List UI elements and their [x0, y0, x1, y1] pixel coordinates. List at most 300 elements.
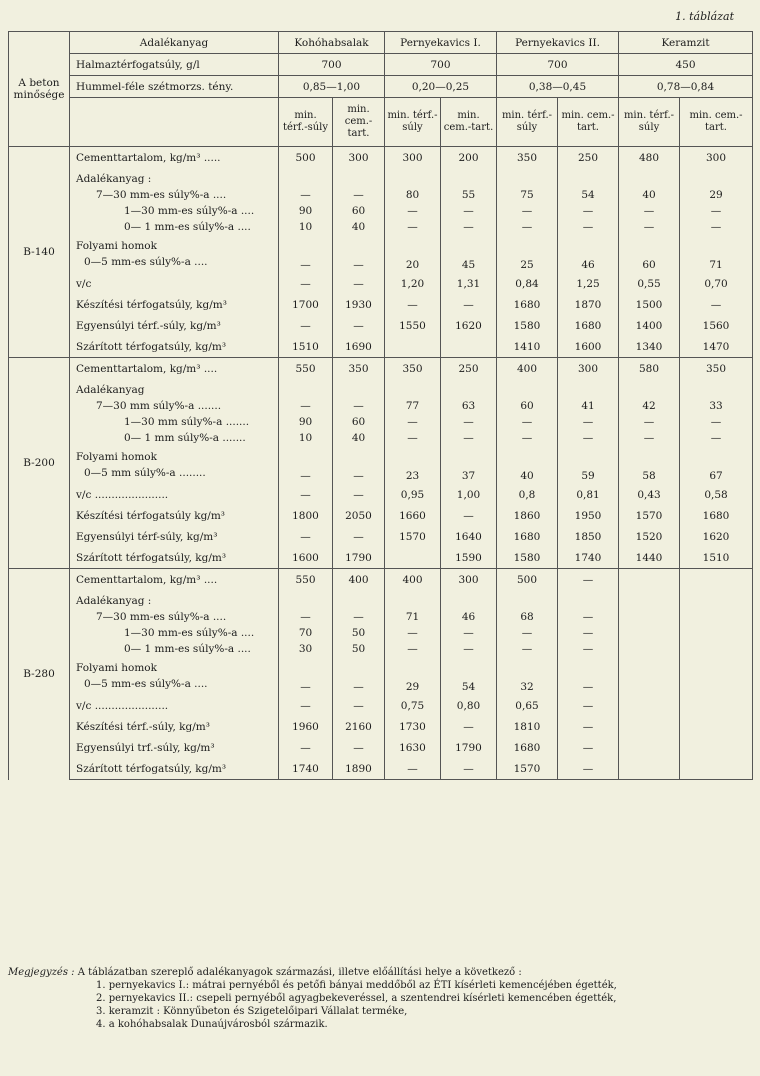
value-line: — — [521, 432, 533, 444]
value-cell: 200 — [441, 147, 497, 169]
row-label: v/c ...................... — [70, 484, 279, 505]
header-blank-cell — [70, 98, 279, 147]
row-label-line: 7—30 mm-es súly%-a .... — [96, 611, 227, 623]
value-line: 33 — [709, 400, 723, 412]
value-cell — [279, 379, 333, 446]
value-line: 40 — [642, 189, 656, 201]
value-line: 60 — [351, 416, 366, 428]
row-label: Szárított térfogatsúly, kg/m³ — [70, 336, 279, 358]
value-cell: 1870 — [558, 294, 619, 315]
spacer — [335, 382, 382, 398]
value-cell: 1550 — [385, 315, 441, 336]
value-line: — — [710, 221, 722, 233]
value-cell — [497, 168, 558, 235]
value-line: — — [407, 627, 418, 639]
spacer — [560, 593, 616, 609]
notes-heading — [8, 966, 756, 979]
value-cell: 1600 — [279, 547, 333, 569]
table-row — [9, 547, 753, 569]
value-line: 50 — [351, 643, 366, 655]
value-line: — — [463, 205, 474, 217]
value-line: — — [643, 432, 655, 444]
value-cell: — — [385, 758, 441, 780]
spacer — [281, 593, 330, 609]
hummel-label: Hummel-féle szétmorzs. tény. — [70, 76, 279, 98]
value-line — [621, 641, 677, 657]
value-line: — — [582, 611, 594, 623]
value-cell — [680, 737, 753, 758]
value-line: 77 — [405, 400, 420, 412]
value-line: 71 — [709, 259, 723, 271]
notes-intro: A táblázatban szereplő adalékanyagok származási, illetve előállítási helye a következő : — [77, 967, 522, 978]
value-cell: — — [441, 758, 497, 780]
row-label-line: Adalékanyag : — [76, 173, 152, 185]
value-cell: — — [279, 315, 333, 336]
table-row — [9, 590, 753, 657]
value-cell: 0,75 — [385, 695, 441, 716]
value-line — [682, 641, 750, 657]
value-cell — [385, 168, 441, 235]
value-cell: 250 — [558, 147, 619, 169]
value-cell: 1520 — [619, 526, 680, 547]
value-line: — — [582, 643, 594, 655]
value-cell: 1640 — [441, 526, 497, 547]
value-cell: 300 — [680, 147, 753, 169]
subcolumn-header: min. cem.-tart. — [680, 98, 753, 147]
value-cell: 0,95 — [385, 484, 441, 505]
value-cell: 400 — [385, 569, 441, 591]
value-line: — — [463, 643, 474, 655]
value-cell — [441, 379, 497, 446]
value-cell: 1790 — [441, 737, 497, 758]
value-cell — [497, 590, 558, 657]
value-cell: 350 — [497, 147, 558, 169]
value-cell: 300 — [333, 147, 385, 169]
value-cell: 1570 — [497, 758, 558, 780]
hummel-value: 0,85—1,00 — [279, 76, 385, 98]
spacer — [499, 663, 555, 679]
value-cell: 1680 — [680, 505, 753, 526]
value-cell: 1,25 — [558, 273, 619, 294]
value-cell: — — [558, 737, 619, 758]
value-cell — [619, 235, 680, 273]
value-cell — [619, 657, 680, 695]
value-line: 10 — [298, 432, 313, 444]
note-item: 4. a kohóhabsalak Dunaújvárosból származik. — [96, 1019, 328, 1030]
row-label: Cementtartalom, kg/m³ .... — [70, 569, 279, 591]
spacer — [499, 171, 555, 187]
value-line: 10 — [298, 221, 313, 233]
spacer — [621, 593, 677, 609]
value-cell — [333, 168, 385, 235]
spacer — [499, 382, 555, 398]
spacer — [682, 593, 750, 609]
value-cell: 2160 — [333, 716, 385, 737]
spacer — [281, 452, 330, 468]
spacer — [387, 452, 438, 468]
value-cell — [680, 235, 753, 273]
spacer — [335, 663, 382, 679]
value-cell — [333, 657, 385, 695]
value-cell — [333, 590, 385, 657]
spacer — [621, 452, 677, 468]
value-cell — [385, 547, 441, 569]
value-line: — — [407, 416, 418, 428]
value-cell — [619, 168, 680, 235]
value-cell — [333, 235, 385, 273]
value-cell — [441, 446, 497, 484]
subcolumn-header: min. térf.-súly — [279, 98, 333, 147]
spacer — [560, 171, 616, 187]
value-line: — — [710, 432, 722, 444]
value-cell — [680, 379, 753, 446]
value-cell: 1680 — [497, 294, 558, 315]
value-cell: — — [333, 273, 385, 294]
note-item: 3. keramzit : Könnyűbeton és Szigetelőipari Vállalat terméke, — [96, 1006, 408, 1017]
spacer — [682, 663, 750, 679]
bulk-density-value: 700 — [385, 54, 497, 76]
value-cell — [279, 590, 333, 657]
value-line: — — [582, 205, 594, 217]
subcolumn-header: min. térf.-súly — [385, 98, 441, 147]
spacer — [281, 171, 330, 187]
value-cell: 1700 — [279, 294, 333, 315]
value-cell — [619, 446, 680, 484]
spacer — [682, 241, 750, 257]
value-line: — — [582, 221, 594, 233]
row-label-line: Folyami homok — [76, 662, 157, 674]
spacer — [443, 593, 494, 609]
spacer — [560, 382, 616, 398]
value-cell: — — [558, 695, 619, 716]
group-name: Keramzit — [619, 32, 753, 54]
spacer — [387, 663, 438, 679]
value-line: — — [353, 470, 364, 482]
spacer — [499, 593, 555, 609]
value-cell: 1570 — [619, 505, 680, 526]
value-line: 54 — [581, 189, 595, 201]
value-line: — — [300, 189, 311, 201]
value-cell — [680, 695, 753, 716]
row-label: Készítési térfogatsúly, kg/m³ — [70, 294, 279, 315]
value-cell — [385, 657, 441, 695]
value-cell — [385, 446, 441, 484]
value-cell: 0,81 — [558, 484, 619, 505]
spacer — [560, 452, 616, 468]
spacer — [682, 382, 750, 398]
aggregate-label: Adalékanyag — [70, 32, 279, 54]
value-cell: 0,84 — [497, 273, 558, 294]
value-cell: — — [279, 484, 333, 505]
value-cell: 350 — [333, 358, 385, 380]
value-cell: 1470 — [680, 336, 753, 358]
value-cell: — — [279, 695, 333, 716]
value-cell — [558, 235, 619, 273]
value-cell — [441, 336, 497, 358]
group-name: Kohóhabsalak — [279, 32, 385, 54]
table-row — [9, 446, 753, 484]
value-line: 46 — [461, 611, 476, 623]
grade-label: B-200 — [9, 358, 70, 569]
row-label-line: Folyami homok — [76, 451, 157, 463]
value-cell — [680, 716, 753, 737]
value-line — [621, 609, 677, 625]
value-cell: 1510 — [680, 547, 753, 569]
row-label: Készítési térf.-súly, kg/m³ — [70, 716, 279, 737]
value-line: — — [521, 205, 533, 217]
quality-label: A beton minősége — [13, 77, 65, 101]
value-cell: — — [333, 526, 385, 547]
value-cell: 1890 — [333, 758, 385, 780]
value-line: 42 — [642, 400, 656, 412]
value-cell: 1860 — [497, 505, 558, 526]
value-line: — — [582, 627, 594, 639]
value-cell — [558, 590, 619, 657]
value-line: — — [582, 416, 594, 428]
value-line — [682, 679, 750, 695]
value-cell: 250 — [441, 358, 497, 380]
value-cell: 480 — [619, 147, 680, 169]
value-cell: 1580 — [497, 547, 558, 569]
value-line: — — [521, 416, 533, 428]
table-row — [9, 657, 753, 695]
value-cell — [279, 446, 333, 484]
value-line: 75 — [520, 189, 534, 201]
value-line: 40 — [351, 432, 366, 444]
subcolumn-header: min. cem.-tart. — [441, 98, 497, 147]
value-line — [682, 609, 750, 625]
value-line: 41 — [581, 400, 595, 412]
value-cell — [558, 446, 619, 484]
value-cell: 1440 — [619, 547, 680, 569]
value-cell: 350 — [385, 358, 441, 380]
notes-label: Megjegyzés : — [8, 967, 75, 978]
value-line: 63 — [461, 400, 476, 412]
value-line: 67 — [709, 470, 723, 482]
spacer — [443, 452, 494, 468]
value-line: 30 — [298, 643, 313, 655]
value-line: — — [407, 432, 418, 444]
row-label: Szárított térfogatsúly, kg/m³ — [70, 547, 279, 569]
row-label: Egyensúlyi térf.-súly, kg/m³ — [70, 315, 279, 336]
value-cell: — — [558, 716, 619, 737]
value-cell — [619, 737, 680, 758]
value-line: 23 — [405, 470, 420, 482]
value-line: — — [710, 205, 722, 217]
value-cell — [680, 758, 753, 780]
row-label-line: 0— 1 mm-es súly%-a .... — [124, 221, 251, 233]
row-label-line: Adalékanyag — [76, 384, 145, 396]
value-cell: 1740 — [279, 758, 333, 780]
value-line: — — [710, 416, 722, 428]
value-line: 40 — [520, 470, 534, 482]
value-line: — — [643, 416, 655, 428]
value-cell — [680, 569, 753, 591]
value-cell: — — [279, 737, 333, 758]
quality-header-cell — [9, 32, 70, 147]
value-cell: 1800 — [279, 505, 333, 526]
value-cell: — — [558, 569, 619, 591]
value-cell: 1400 — [619, 315, 680, 336]
row-label — [70, 168, 279, 235]
value-line — [682, 625, 750, 641]
value-line: 60 — [351, 205, 366, 217]
value-line: 50 — [351, 627, 366, 639]
value-cell — [619, 758, 680, 780]
spacer — [682, 171, 750, 187]
value-cell — [497, 379, 558, 446]
row-label — [70, 235, 279, 273]
row-label-line: Adalékanyag : — [76, 595, 152, 607]
value-cell: — — [385, 294, 441, 315]
value-line: — — [521, 221, 533, 233]
row-label: Cementtartalom, kg/m³ ..... — [70, 147, 279, 169]
value-cell: 1850 — [558, 526, 619, 547]
value-cell — [279, 168, 333, 235]
table-body — [9, 147, 753, 780]
value-cell: 1680 — [558, 315, 619, 336]
spacer — [335, 241, 382, 257]
row-label-line: Folyami homok — [76, 240, 157, 252]
subcolumn-header: min. térf.-súly — [497, 98, 558, 147]
value-cell — [441, 590, 497, 657]
value-line: — — [582, 432, 594, 444]
spacer — [281, 241, 330, 257]
spacer — [281, 382, 330, 398]
spacer — [335, 593, 382, 609]
value-cell: — — [441, 716, 497, 737]
spacer — [682, 452, 750, 468]
hummel-value: 0,78—0,84 — [619, 76, 753, 98]
value-cell: 1,20 — [385, 273, 441, 294]
value-cell: 1680 — [497, 526, 558, 547]
table-row — [9, 484, 753, 505]
value-line: 45 — [461, 259, 476, 271]
row-label — [70, 657, 279, 695]
value-line: — — [353, 189, 364, 201]
value-cell: 400 — [333, 569, 385, 591]
value-cell: 1340 — [619, 336, 680, 358]
spacer — [621, 382, 677, 398]
spacer — [621, 241, 677, 257]
spacer — [443, 382, 494, 398]
value-cell: 0,58 — [680, 484, 753, 505]
grade-label: B-280 — [9, 569, 70, 780]
value-cell — [619, 590, 680, 657]
row-label-line: 7—30 mm súly%-a ....... — [96, 400, 222, 412]
value-cell: 1500 — [619, 294, 680, 315]
value-cell: — — [333, 695, 385, 716]
value-cell: 1410 — [497, 336, 558, 358]
data-table — [8, 31, 753, 780]
spacer — [443, 663, 494, 679]
note-item: 1. pernyekavics I.: mátrai pernyéből és petőfi bányai meddőből az ÉTI kísérleti kemencéjében égették, — [96, 980, 617, 991]
value-cell — [680, 657, 753, 695]
value-cell — [441, 168, 497, 235]
value-line: 54 — [461, 681, 476, 693]
grade-label: B-140 — [9, 147, 70, 358]
row-label: Egyensúlyi trf.-súly, kg/m³ — [70, 737, 279, 758]
table-row — [9, 695, 753, 716]
value-line: 80 — [405, 189, 420, 201]
spacer — [621, 171, 677, 187]
value-cell — [558, 168, 619, 235]
subcolumn-header: min. térf.-súly — [619, 98, 680, 147]
value-cell: 1790 — [333, 547, 385, 569]
spacer — [499, 452, 555, 468]
value-cell: 1,00 — [441, 484, 497, 505]
value-cell — [497, 657, 558, 695]
value-cell: 0,55 — [619, 273, 680, 294]
row-label-line: 0—5 mm-es súly%-a .... — [84, 678, 208, 690]
value-cell — [680, 168, 753, 235]
value-line: 59 — [581, 470, 595, 482]
spacer — [621, 663, 677, 679]
value-line: 60 — [520, 400, 534, 412]
row-label — [70, 446, 279, 484]
value-cell: 1,31 — [441, 273, 497, 294]
value-cell — [619, 716, 680, 737]
value-line: 32 — [520, 681, 534, 693]
value-cell: 300 — [441, 569, 497, 591]
value-cell: 1740 — [558, 547, 619, 569]
value-cell: — — [441, 294, 497, 315]
spacer — [560, 663, 616, 679]
spacer — [335, 171, 382, 187]
value-line — [621, 679, 677, 695]
value-line: — — [643, 221, 655, 233]
bulk-density-label: Halmaztérfogatsúly, g/l — [70, 54, 279, 76]
row-label-line: 7—30 mm-es súly%-a .... — [96, 189, 227, 201]
value-line: — — [407, 221, 418, 233]
value-line: 68 — [520, 611, 534, 623]
value-cell: 1620 — [441, 315, 497, 336]
table-row — [9, 737, 753, 758]
value-line: 29 — [709, 189, 723, 201]
value-line: — — [463, 221, 474, 233]
value-cell: — — [558, 758, 619, 780]
value-cell: 1560 — [680, 315, 753, 336]
bulk-density-value: 700 — [497, 54, 619, 76]
value-cell: — — [441, 505, 497, 526]
hummel-value: 0,20—0,25 — [385, 76, 497, 98]
table-row — [9, 294, 753, 315]
value-cell: — — [333, 737, 385, 758]
value-line: 25 — [520, 259, 534, 271]
value-line: 46 — [581, 259, 595, 271]
value-line: — — [521, 643, 533, 655]
value-cell — [441, 235, 497, 273]
value-cell — [619, 569, 680, 591]
bulk-density-value: 450 — [619, 54, 753, 76]
value-cell — [558, 379, 619, 446]
value-cell — [333, 379, 385, 446]
value-cell — [385, 590, 441, 657]
row-label: Cementtartalom, kg/m³ .... — [70, 358, 279, 380]
value-cell: — — [279, 273, 333, 294]
value-cell: 550 — [279, 569, 333, 591]
value-cell: 500 — [497, 569, 558, 591]
value-cell: 300 — [385, 147, 441, 169]
value-cell: 1600 — [558, 336, 619, 358]
value-cell: 2050 — [333, 505, 385, 526]
value-cell — [279, 235, 333, 273]
value-line — [621, 625, 677, 641]
value-line: 29 — [405, 681, 420, 693]
value-line: 90 — [298, 205, 313, 217]
value-line: 60 — [642, 259, 656, 271]
value-cell — [680, 446, 753, 484]
